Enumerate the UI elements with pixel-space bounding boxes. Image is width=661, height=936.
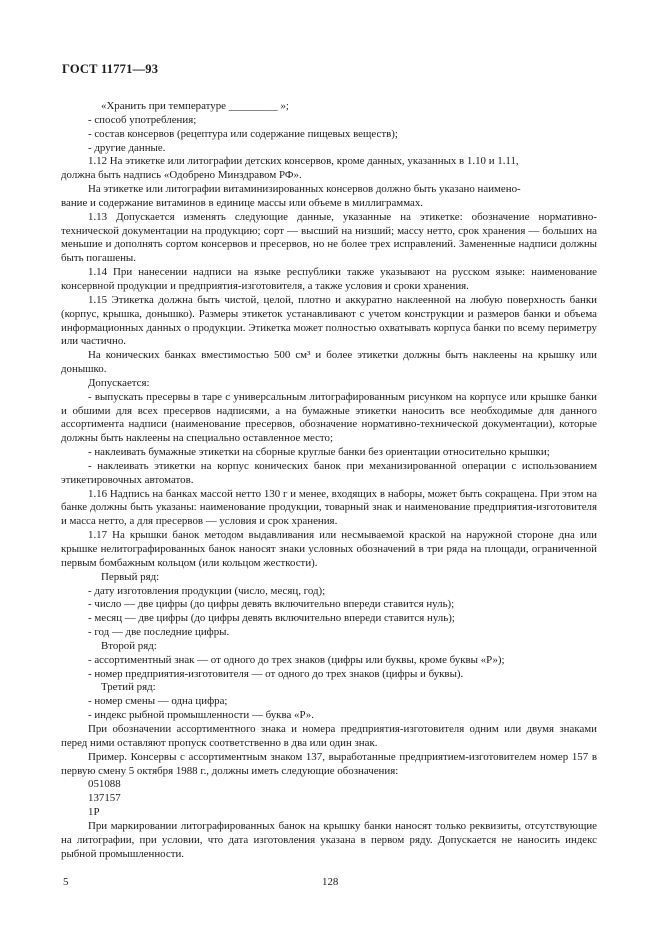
paragraph: - дату изготовления продукции (число, месяц, год); xyxy=(88,584,326,597)
paragraph: 1.12 На этикетке или литографии детских консервов, кроме данных, указанных в 1.10 и 1.11, xyxy=(88,155,519,168)
paragraph: - ассортиментный знак — от одного до трех знаков (цифры или буквы, кроме буквы «Р»); xyxy=(88,653,505,666)
paragraph: 1.17 На крышки банок методом выдавливания или несмываемой краской на наружной стороне дна или крышке нелитографированных банок наносят знаки условных обозначений в три ряда на площади, ограниченной первым бомбажным кольцом (или кольцом жесткости). xyxy=(61,529,597,569)
paragraph: - состав консервов (рецептура или содержание пищевых веществ); xyxy=(88,127,398,140)
paragraph: Допускается: xyxy=(88,376,150,389)
paragraph: 1.15 Этикетка должна быть чистой, целой, плотно и аккуратно наклеенной на любую поверхность банки (корпус, крышка, донышко). Размеры этикеток устанавливают с учетом конструкции и размеров банки и объема информационных данных о продукции. Этикетка может полностью охватывать корпуса банки по всему периметру или частично. xyxy=(61,293,597,348)
paragraph: - наклеивать бумажные этикетки на сборные круглые банки без ориентации относительно крышки; xyxy=(88,446,550,459)
paragraph: При обозначении ассортиментного знака и номера предприятия-изготовителя одним или двумя знаками перед ними оставляют пропуск соответственно в два или один знак. xyxy=(61,722,597,749)
paragraph: - наклеивать этикетки на корпус конических банок при механизированной операции с использованием этикетировочных автоматов. xyxy=(61,459,597,486)
paragraph: - число — две цифры (до цифры девять включительно впереди ставится нуль); xyxy=(88,598,455,611)
paragraph: - индекс рыбной промышленности — буква «Р». xyxy=(88,709,314,722)
page-title: ГОСТ 11771—93 xyxy=(62,62,159,76)
paragraph: - номер предприятия-изготовителя — от одного до трех знаков (цифры и буквы). xyxy=(88,667,464,680)
paragraph: - номер смены — одна цифра; xyxy=(88,695,228,708)
paragraph: 051088 xyxy=(88,778,121,791)
paragraph: - другие данные. xyxy=(88,141,166,154)
page-number-center: 128 xyxy=(322,876,339,888)
paragraph: На конических банках вместимостью 500 см³ и более этикетки должны быть наклеены на крышку или донышко. xyxy=(61,349,597,376)
paragraph: 137157 xyxy=(88,792,121,805)
paragraph: На этикетке или литографии витаминизированных консервов должно быть указано наимено- xyxy=(88,183,521,196)
paragraph: 1.13 Допускается изменять следующие данные, указанные на этикетке: обозначение нормативно-технической документации на продукцию; сорт — высший на низший; массу нетто, срок хранения — больших на меньшие и дополнять сортом консервов и пресервов, но не более трех исправлений. Замененные надписи должны быть погашены. xyxy=(61,210,597,265)
paragraph: «Хранить при температуре _________ »; xyxy=(101,100,289,112)
paragraph: должна быть надпись «Одобрено Минздравом РФ». xyxy=(61,169,302,182)
paragraph: 1.14 При нанесении надписи на языке республики также указывают на русском языке: наименование консервной продукции и предприятия-изготовителя, а также условия и сроки хранения. xyxy=(61,266,597,292)
page-number-left: 5 xyxy=(63,876,69,888)
paragraph: - выпускать пресервы в таре с универсальным литографированным рисунком на корпусе или крышке банки и обшими для всех пресервов надписями, а на бумажные этикетки наносить все необходимые для данного ассортимента надписи (наименование пресервов, обозначение нормативно-технической документации), которые должны быть наклеены на специально оставленное место; xyxy=(61,390,597,445)
paragraph: 1Р xyxy=(88,806,100,819)
paragraph: - способ употребления; xyxy=(88,113,197,126)
document-body xyxy=(61,100,597,861)
paragraph: Первый ряд: xyxy=(101,570,160,583)
paragraph: 1.16 Надпись на банках массой нетто 130 г и менее, входящих в наборы, может быть сокращена. При этом на банке должны быть указаны: наименование продукции, товарный знак и наименование предприятия-изготовителя и масса нетто, а для пресервов — условия и срок хранения. xyxy=(61,487,597,528)
paragraph: Третий ряд: xyxy=(101,681,156,694)
paragraph: При маркировании литографированных банок на крышку банки наносят только реквизиты, отсутствующие на литографии, при условии, что дата изготовления указана в первом ряду. Допускается не наносить индекс рыбной промышленности. xyxy=(61,819,597,860)
paragraph: Второй ряд: xyxy=(101,639,157,652)
paragraph: - месяц — две цифры (до цифры девять включительно впереди ставится нуль); xyxy=(88,612,455,625)
paragraph: - год — две последние цифры. xyxy=(88,626,230,639)
paragraph: вание и содержание витаминов в единице массы или объеме в миллиграммах. xyxy=(61,196,424,209)
paragraph: Пример. Консервы с ассортиментным знаком 137, выработанные предприятием-изготовителем номер 157 в первую смену 5 октября 1988 г., должны иметь следующие обозначения: xyxy=(61,750,597,777)
